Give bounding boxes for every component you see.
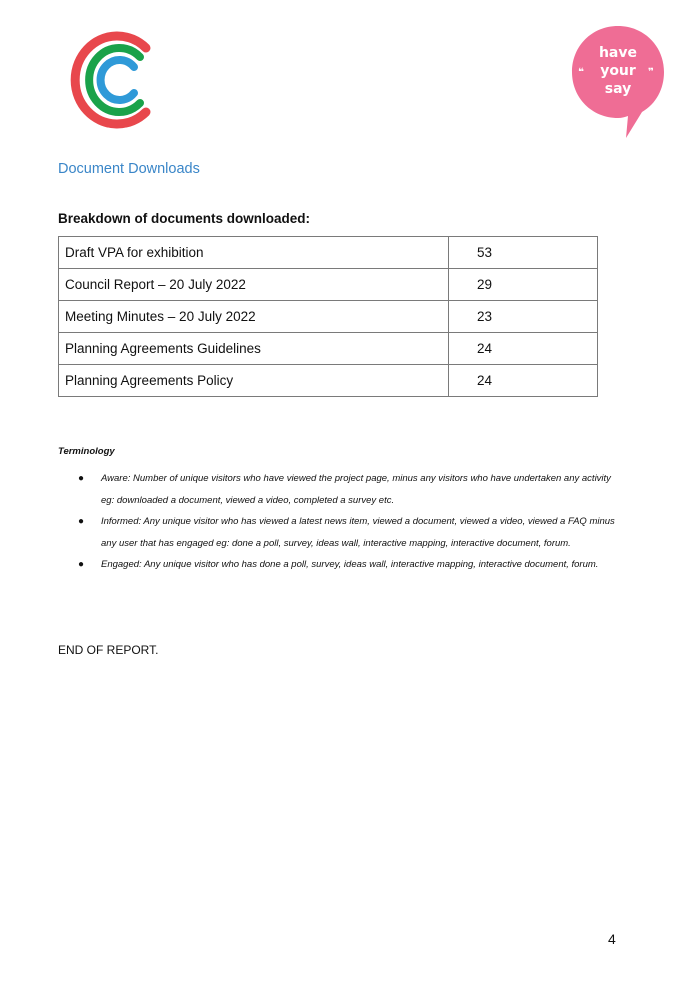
document-name-cell: Planning Agreements Guidelines [59, 333, 449, 365]
download-count-cell: 24 [449, 365, 598, 397]
svg-text:❞: ❞ [648, 67, 654, 78]
table-row [59, 269, 598, 301]
logo-line-say: say [604, 81, 632, 97]
document-name-cell: Draft VPA for exhibition [59, 237, 449, 269]
download-count-cell: 53 [449, 237, 598, 269]
list-item [58, 554, 618, 576]
svg-text:❝: ❝ [578, 67, 584, 78]
concentric-c-logo-icon [62, 30, 154, 130]
bullet-icon: ● [78, 559, 85, 570]
bullet-icon: ● [78, 473, 85, 484]
download-count-cell: 24 [449, 333, 598, 365]
terminology-list [58, 468, 618, 576]
document-name-cell: Planning Agreements Policy [59, 365, 449, 397]
document-name-cell: Meeting Minutes – 20 July 2022 [59, 301, 449, 333]
terminology-text: Aware: Number of unique visitors who have viewed the project page, minus any visitors who have undertaken any activity eg: downloaded a document, viewed a video, completed a survey etc. [101, 473, 611, 506]
page-number: 4 [608, 931, 616, 947]
table-heading: Breakdown of documents downloaded: [58, 211, 311, 226]
download-count-cell: 29 [449, 269, 598, 301]
terminology-heading: Terminology [58, 446, 115, 457]
bullet-icon: ● [78, 516, 85, 527]
section-title: Document Downloads [58, 161, 200, 177]
have-your-say-speech-bubble-icon [568, 22, 668, 140]
end-of-report-text: END OF REPORT. [58, 643, 159, 657]
list-item [58, 468, 618, 511]
list-item [58, 511, 618, 554]
downloads-table [58, 236, 598, 397]
download-count-cell: 23 [449, 301, 598, 333]
terminology-text: Engaged: Any unique visitor who has done a poll, survey, ideas wall, interactive mapping, interactive document, forum. [101, 559, 599, 570]
table-row [59, 333, 598, 365]
table-row [59, 301, 598, 333]
table-row [59, 237, 598, 269]
logo-line-have: have [598, 45, 638, 61]
table-row [59, 365, 598, 397]
logo-line-your: your [600, 63, 636, 79]
document-name-cell: Council Report – 20 July 2022 [59, 269, 449, 301]
terminology-text: Informed: Any unique visitor who has viewed a latest news item, viewed a document, viewed a video, viewed a FAQ minus any user that has engaged eg: done a poll, survey, ideas wall, interactive mapping, interactive document, forum. [101, 516, 615, 549]
